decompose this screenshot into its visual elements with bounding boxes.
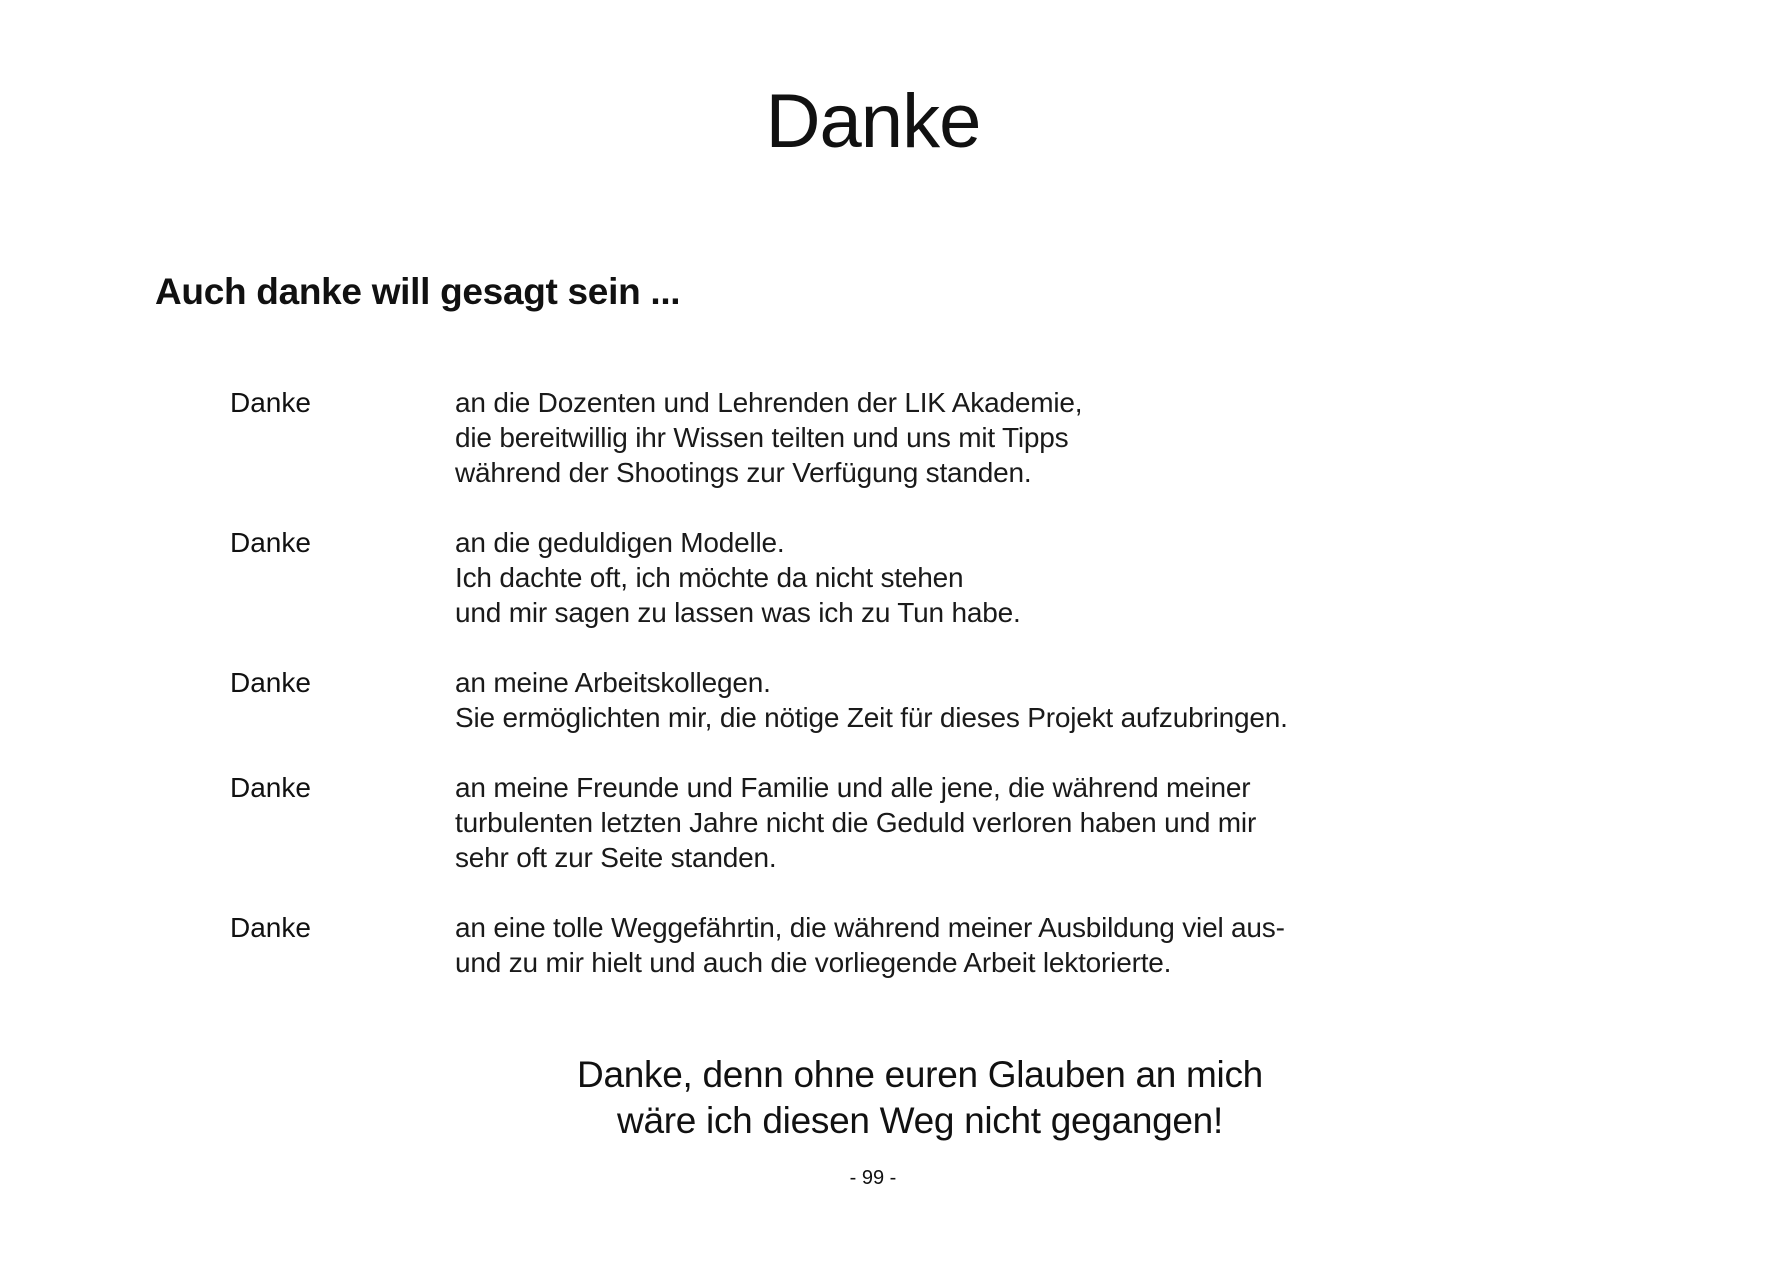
thanks-line: und zu mir hielt und auch die vorliegende Arbeit lektorierte.: [455, 947, 1172, 978]
thanks-label: Danke: [230, 387, 311, 418]
subtitle: Auch danke will gesagt sein ...: [155, 271, 681, 312]
thanks-label: Danke: [230, 667, 311, 698]
thanks-label: Danke: [230, 527, 311, 558]
thanks-text: [455, 770, 1256, 875]
thanks-line: turbulenten letzten Jahre nicht die Geduld verloren haben und mir: [455, 807, 1257, 838]
thanks-line: die bereitwillig ihr Wissen teilten und uns mit Tipps: [455, 422, 1069, 453]
thanks-text: [455, 910, 1285, 980]
thanks-entry: [230, 910, 1430, 980]
thanks-entry: [230, 770, 1430, 875]
thanks-line: und mir sagen zu lassen was ich zu Tun habe.: [455, 597, 1021, 628]
thanks-line: an die geduldigen Modelle.: [455, 527, 785, 558]
page-number: - 99 -: [849, 1167, 897, 1189]
thanks-line: Ich dachte oft, ich möchte da nicht stehen: [455, 562, 964, 593]
thanks-entry: [230, 385, 1430, 490]
thanks-entry: [230, 525, 1430, 630]
thanks-line: an die Dozenten und Lehrenden der LIK Akademie,: [455, 387, 1083, 418]
thanks-line: sehr oft zur Seite standen.: [455, 842, 777, 873]
thanks-line: an eine tolle Weggefährtin, die während meiner Ausbildung viel aus-: [455, 912, 1285, 943]
thanks-text: [455, 665, 1288, 735]
thanks-text: [455, 385, 1082, 490]
closing-statement: [460, 1052, 1380, 1144]
page-title: Danke: [765, 79, 981, 164]
thanks-label: Danke: [230, 772, 311, 803]
thanks-text: [455, 525, 1021, 630]
thanks-line: an meine Freunde und Familie und alle jene, die während meiner: [455, 772, 1251, 803]
thanks-line: Sie ermöglichten mir, die nötige Zeit für dieses Projekt aufzubringen.: [455, 702, 1288, 733]
thanks-entry: [230, 665, 1430, 735]
closing-line: wäre ich diesen Weg nicht gegangen!: [617, 1100, 1223, 1141]
thanks-list: [230, 385, 1430, 980]
thanks-label: Danke: [230, 912, 311, 943]
thanks-line: während der Shootings zur Verfügung standen.: [455, 457, 1032, 488]
thanks-line: an meine Arbeitskollegen.: [455, 667, 771, 698]
closing-line: Danke, denn ohne euren Glauben an mich: [577, 1054, 1263, 1095]
